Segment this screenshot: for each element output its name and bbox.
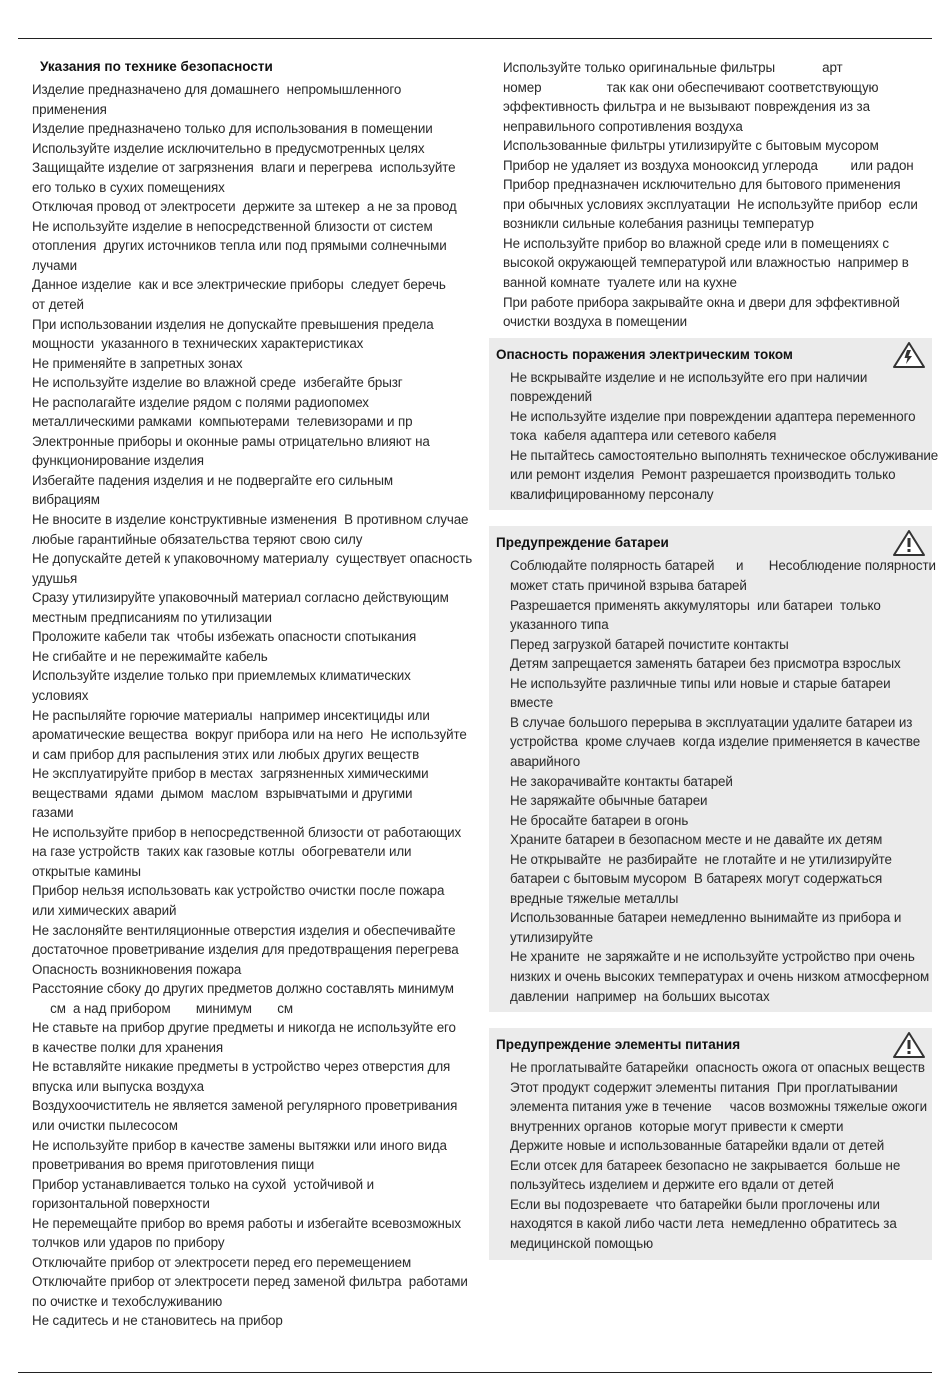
text-line: низких и очень высоких температурах и очень низком атмосферном (510, 968, 930, 984)
text-line: Не ставьте на прибор другие предметы и никогда не используйте его (32, 1020, 456, 1036)
text-line: батареи с бытовым мусором В батареях могут содержаться (510, 871, 883, 887)
text-line: достаточное проветривание изделия для предотвращения перегрева (32, 942, 459, 958)
text-line: в качестве полки для хранения (32, 1039, 224, 1055)
text-line: Защищайте изделие от загрязнения влаги и перегрева используйте (32, 160, 456, 176)
text-line: В случае большого перерыва в эксплуатации удалите батареи из (510, 714, 913, 730)
text-line: Использованные батареи немедленно вынимайте из прибора и (510, 910, 902, 926)
text-line: Не допускайте детей к упаковочному материалу существует опасность (32, 551, 473, 567)
text-line: Отключая провод от электросети держите за штекер а не за провод (32, 199, 457, 215)
text-line: аварийного (510, 753, 581, 769)
text-line: Опасность возникновения пожара (32, 961, 242, 977)
text-line: повреждений (510, 389, 593, 405)
text-line: Не сгибайте и не пережимайте кабель (32, 648, 268, 664)
text-line: функционирование изделия (32, 453, 204, 469)
text-line: Не используйте изделие в непосредственной близости от систем (32, 218, 433, 234)
text-line: любые гарантийные обязательства теряют свою силу (32, 531, 363, 547)
text-line: Не закорачивайте контакты батарей (510, 773, 733, 789)
bottom-rule (18, 1372, 932, 1373)
warning-icon (892, 529, 926, 557)
text-line: Изделие предназначено для домашнего непромышленного (32, 82, 402, 97)
text-line: и сам прибор для распыления этих или любых других веществ (32, 746, 420, 762)
text-line: неправильного сопротивления воздуха (503, 118, 743, 134)
text-line: вместе (510, 695, 554, 711)
text-line: очистки воздуха в помещении (503, 314, 687, 330)
text-line: находятся в какой либо части лета немедленно обратитесь за (510, 1216, 897, 1232)
text-line: удушья (32, 570, 78, 586)
text-line: При использовании изделия не допускайте превышения предела (32, 316, 434, 332)
text-line: Не садитесь и не становитесь на прибор (32, 1313, 283, 1329)
text-line: открытые камины (32, 863, 141, 879)
text-line: лучами (32, 257, 78, 273)
text-line: возникли сильные колебания разницы температур (503, 216, 814, 232)
text-line: или очистки пылесосом (32, 1117, 178, 1133)
text-line: внутренних органов которые могут привести к смерти (510, 1118, 844, 1134)
section-title: Указания по технике безопасности (40, 59, 273, 74)
text-line: Электронные приборы и оконные рамы отрицательно влияют на (32, 433, 430, 449)
warning-icon (892, 1031, 926, 1059)
text-line: металлическими рамками компьютерами телевизорами и пр (32, 414, 413, 430)
text-line: Не перемещайте прибор во время работы и избегайте всевозможных (32, 1215, 461, 1231)
text-line: Сразу утилизируйте упаковочный материал согласно действующим (32, 590, 449, 606)
text-line: утилизируйте (510, 929, 593, 945)
text-line: Детям запрещается заменять батареи без присмотра взрослых (510, 656, 901, 672)
cell-warning-box (489, 1028, 932, 1259)
electric-hazard-icon (892, 341, 926, 369)
filter-usage-list (489, 58, 932, 332)
text-line: Не вставляйте никакие предметы в устройство через отверстия для (32, 1059, 451, 1075)
text-line: Не храните не заряжайте и не используйте устройство при очень (510, 949, 915, 965)
text-line: Не пытайтесь самостоятельно выполнять техническое обслуживание (510, 447, 939, 463)
text-line: Не вносите в изделие конструктивные изменения В противном случае (32, 512, 469, 528)
text-line: вибрациям (32, 492, 100, 508)
text-line: см а над прибором минимум см (32, 1000, 293, 1016)
text-line: по очистке и техобслуживанию (32, 1293, 223, 1309)
text-line: Отключайте прибор от электросети перед его перемещением (32, 1254, 412, 1270)
text-line: давлении например на больших высотах (510, 988, 770, 1004)
text-line: Прибор нельзя использовать как устройство очистки после пожара (32, 883, 445, 899)
text-line: Не располагайте изделие рядом с полями радиопомех (32, 394, 369, 410)
text-line: эффективность фильтра и не вызывают повреждения из за (503, 99, 870, 115)
text-line: проветривания во время приготовления пищи (32, 1157, 315, 1173)
text-line: местным предписаниям по утилизации (32, 609, 272, 625)
text-line: квалифицированному персоналу (510, 486, 714, 502)
text-line: Держите новые и использованные батарейки вдали от детей (510, 1138, 885, 1154)
text-line: горизонтальной поверхности (32, 1196, 210, 1212)
battery-warning-box (489, 526, 936, 1012)
text-line: ароматические вещества вокруг прибора или на него Не используйте (32, 727, 467, 743)
electric-shock-box (489, 338, 939, 511)
right-column (489, 58, 939, 1260)
text-line: толчков или ударов по прибору (32, 1235, 225, 1251)
text-line: Изделие предназначено только для использования в помещении (32, 121, 433, 137)
general-safety-list (32, 80, 473, 1331)
text-line: Не применяйте в запретных зонах (32, 355, 243, 371)
text-line: при обычных условиях эксплуатации Не используйте прибор если (503, 196, 918, 212)
text-line: может стать причиной взрыва батарей (510, 578, 747, 594)
text-line: или ремонт изделия Ремонт разрешается производить только (510, 467, 896, 483)
text-line: Не бросайте батареи в огонь (510, 812, 689, 828)
text-line: ванной комнате туалете или на кухне (503, 275, 737, 291)
text-line: Разрешается применять аккумуляторы или батареи только (510, 597, 881, 613)
text-line: газами (32, 805, 74, 821)
general-safety-section (32, 58, 473, 1331)
text-line: Соблюдайте полярность батарей и Несоблюдение полярности (510, 558, 936, 574)
text-line: Используйте изделие только при приемлемых климатических (32, 668, 411, 684)
text-line: номер так как они обеспечивают соответствующую (503, 79, 879, 95)
text-line: впуска или выпуска воздуха (32, 1078, 204, 1094)
text-line: Не используйте прибор во влажной среде или в помещениях с (503, 235, 889, 251)
text-line: устройства кроме случаев когда изделие применяется в качестве (510, 734, 921, 750)
text-line: на газе устройств таких как газовые котлы обогреватели или (32, 844, 412, 860)
text-line: пользуйтесь изделием и держите его вдали от детей (510, 1177, 834, 1193)
text-line: Прибор устанавливается только на сухой устойчивой и (32, 1176, 374, 1192)
cell-warning-title: Предупреждение элементы питания (496, 1037, 741, 1053)
top-rule (18, 38, 932, 39)
text-line: высокой окружающей температурой или влажностью например в (503, 255, 909, 271)
text-line: Расстояние сбоку до других предметов должно составлять минимум (32, 981, 454, 997)
text-line: Прибор не удаляет из воздуха монооксид углерода или радон (503, 157, 914, 173)
text-line: Проложите кабели так чтобы избежать опасности спотыкания (32, 629, 417, 645)
battery-warning-list (489, 556, 936, 1006)
text-line: Прибор предназначен исключительно для бытового применения (503, 177, 901, 193)
text-line: Использованные фильтры утилизируйте с бытовым мусором (503, 138, 879, 154)
text-line: или химических аварий (32, 902, 177, 918)
text-line: элемента питания уже в течение часов возможны тяжелые ожоги (510, 1099, 928, 1115)
text-line: отопления других источников тепла или под прямыми солнечными (32, 238, 447, 254)
text-line: Храните батареи в безопасном месте и не давайте их детям (510, 832, 883, 848)
text-line: указанного типа (510, 617, 609, 633)
electric-shock-title: Опасность поражения электрическим током (496, 346, 793, 362)
text-line: Не распыляйте горючие материалы например инсектициды или (32, 707, 430, 723)
text-line: Не используйте различные типы или новые и старые батареи (510, 675, 891, 691)
text-line: Этот продукт содержит элементы питания При проглатывании (510, 1079, 898, 1095)
text-line: Не эксплуатируйте прибор в местах загрязненных химическими (32, 766, 429, 782)
text-line: Если отсек для батареек безопасно не закрывается больше не (510, 1157, 901, 1173)
text-line: Если вы подозреваете что батарейки были проглочены или (510, 1196, 880, 1212)
battery-warning-title: Предупреждение батареи (496, 535, 669, 551)
text-line: Не открывайте не разбирайте не глотайте и не утилизируйте (510, 851, 892, 867)
text-line: Используйте только оригинальные фильтры арт (503, 60, 843, 75)
text-line: Используйте изделие исключительно в предусмотренных целях (32, 140, 425, 156)
text-line: Не используйте прибор в качестве замены вытяжки или иного вида (32, 1137, 447, 1153)
text-line: от детей (32, 297, 84, 313)
text-line: веществами ядами дымом маслом взрывчатыми и другими (32, 785, 413, 801)
text-line: тока кабеля адаптера или сетевого кабеля (510, 428, 777, 444)
text-line: Не вскрывайте изделие и не используйте его при наличии (510, 369, 868, 385)
text-line: применения (32, 101, 107, 117)
text-line: Не заряжайте обычные батареи (510, 793, 708, 809)
text-line: условиях (32, 687, 89, 703)
text-line: мощности указанного в технических характеристиках (32, 336, 364, 352)
electric-shock-list (489, 368, 939, 505)
text-line: медицинской помощью (510, 1235, 654, 1251)
text-line: Не используйте изделие во влажной среде избегайте брызг (32, 375, 403, 391)
text-line: Не проглатывайте батарейки опасность ожога от опасных веществ (510, 1060, 925, 1076)
text-line: Отключайте прибор от электросети перед заменой фильтра работами (32, 1274, 468, 1290)
cell-warning-list (489, 1058, 932, 1253)
text-line: Данное изделие как и все электрические приборы следует беречь (32, 277, 446, 293)
text-line: При работе прибора закрывайте окна и двери для эффективной (503, 294, 900, 310)
text-line: Воздухоочиститель не является заменой регулярного проветривания (32, 1098, 458, 1114)
text-line: Не используйте изделие при повреждении адаптера переменного (510, 408, 916, 424)
text-line: Избегайте падения изделия и не подвергайте его сильным (32, 472, 393, 488)
text-line: Не заслоняйте вентиляционные отверстия изделия и обеспечивайте (32, 922, 456, 938)
text-line: Перед загрузкой батарей почистите контакты (510, 636, 789, 652)
text-line: вредные тяжелые металлы (510, 890, 679, 906)
text-line: Не используйте прибор в непосредственной близости от работающих (32, 824, 462, 840)
text-line: его только в сухих помещениях (32, 179, 225, 195)
